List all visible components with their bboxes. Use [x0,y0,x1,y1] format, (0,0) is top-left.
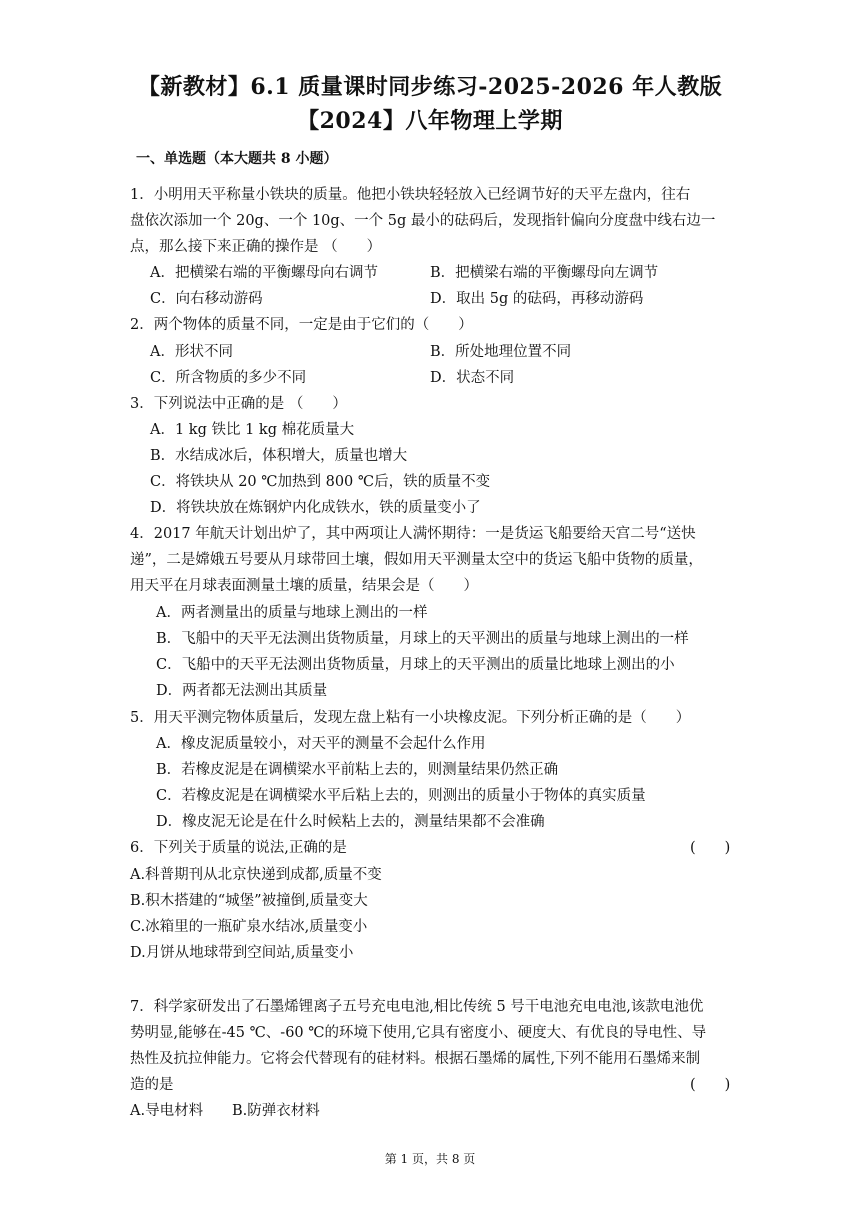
question-7-line-4: 造的是 [130,1077,174,1093]
question-7-line-2: 势明显,能够在-45 ℃、-60 ℃的环境下使用,它具有密度小、硬度大、有优良的导电性、导 [130,1025,707,1041]
question-3-option-c: C．将铁块从 20 ℃加热到 800 ℃后，铁的质量不变 [150,474,491,490]
question-6-stem: 6．下列关于质量的说法,正确的是 [130,840,347,856]
question-3-stem: 3．下列说法中正确的是 （ ） [130,396,347,412]
question-1-option-c: C．向右移动游码 [150,291,263,307]
question-5-stem: 5．用天平测完物体质量后，发现左盘上粘有一小块橡皮泥。下列分析正确的是（ ） [130,710,691,726]
question-5-option-c: C．若橡皮泥是在调横梁水平后粘上去的，则测出的质量小于物体的真实质量 [156,788,646,804]
question-2-option-a: A．形状不同 [150,344,233,360]
question-6-option-c: C.冰箱里的一瓶矿泉水结冰,质量变小 [130,919,368,935]
question-4-line-3: 用天平在月球表面测量土壤的质量，结果会是（ ） [130,578,478,594]
question-4-option-d: D．两者都无法测出其质量 [156,683,328,699]
question-2-option-d: D．状态不同 [430,370,515,386]
document-title-line2: 【2024】八年物理上学期 [297,108,563,134]
question-1-option-a: A．把横梁右端的平衡螺母向右调节 [150,265,378,281]
question-4-line-2: 递”，二是嫦娥五号要从月球带回土壤，假如用天平测量太空中的货运飞船中货物的质量， [130,552,703,568]
question-4-line-1: 4．2017 年航天计划出炉了，其中两项让人满怀期待：一是货运飞船要给天宫二号“送快 [130,526,696,542]
question-5-option-a: A．橡皮泥质量较小，对天平的测量不会起什么作用 [156,736,486,752]
question-3-option-d: D．将铁块放在炼钢炉内化成铁水，铁的质量变小了 [150,500,481,516]
question-3-option-b: B．水结成冰后，体积增大，质量也增大 [150,448,408,464]
page-footer: 第 1 页，共 8 页 [384,1152,476,1166]
section-heading: 一、单选题（本大题共 8 小题） [136,151,338,167]
question-6-option-a: A.科普期刊从北京快递到成都,质量不变 [130,867,382,883]
question-1-line-2: 盘依次添加一个 20g、一个 10g、一个 5g 最小的砝码后，发现指针偏向分度盘中线右边一 [130,213,716,229]
question-6-option-b: B.积木搭建的“城堡”被撞倒,质量变大 [130,893,368,909]
question-1-line-1: 1．小明用天平称量小铁块的质量。他把小铁块轻轻放入已经调节好的天平左盘内，往右 [130,187,691,203]
question-7-line-1: 7．科学家研发出了石墨烯锂离子五号充电电池,相比传统 5 号干电池充电电池,该款电池优 [130,999,704,1015]
question-5-option-d: D．橡皮泥无论是在什么时候粘上去的，测量结果都不会准确 [156,814,545,830]
question-1-option-b: B．把横梁右端的平衡螺母向左调节 [430,265,659,281]
question-2-option-b: B．所处地理位置不同 [430,344,572,360]
question-5-option-b: B．若橡皮泥是在调横梁水平前粘上去的，则测量结果仍然正确 [156,762,559,778]
question-4-option-a: A．两者测量出的质量与地球上测出的一样 [156,605,428,621]
question-1-line-3: 点，那么接下来正确的操作是 （ ） [130,239,382,255]
question-1-option-d: D．取出 5g 的砝码，再移动游码 [430,291,644,307]
question-6-option-d: D.月饼从地球带到空间站,质量变小 [130,945,354,961]
question-6-answer-bracket: ( ) [690,840,731,856]
question-3-option-a: A．1 kg 铁比 1 kg 棉花质量大 [150,422,355,438]
question-7-option-b: B.防弹衣材料 [232,1103,320,1119]
question-2-stem: 2．两个物体的质量不同，一定是由于它们的（ ） [130,317,473,333]
question-7-line-3: 热性及抗拉伸能力。它将会代替现有的硅材料。根据石墨烯的属性,下列不能用石墨烯来制 [130,1051,701,1067]
document-title-line1: 【新教材】6.1 质量课时同步练习-2025-2026 年人教版 [137,74,723,100]
question-4-option-c: C．飞船中的天平无法测出货物质量，月球上的天平测出的质量比地球上测出的小 [156,657,675,673]
question-7-answer-bracket: ( ) [690,1077,731,1093]
question-4-option-b: B．飞船中的天平无法测出货物质量，月球上的天平测出的质量与地球上测出的一样 [156,631,689,647]
question-7-option-a: A.导电材料 [130,1103,204,1119]
question-2-option-c: C．所含物质的多少不同 [150,370,307,386]
